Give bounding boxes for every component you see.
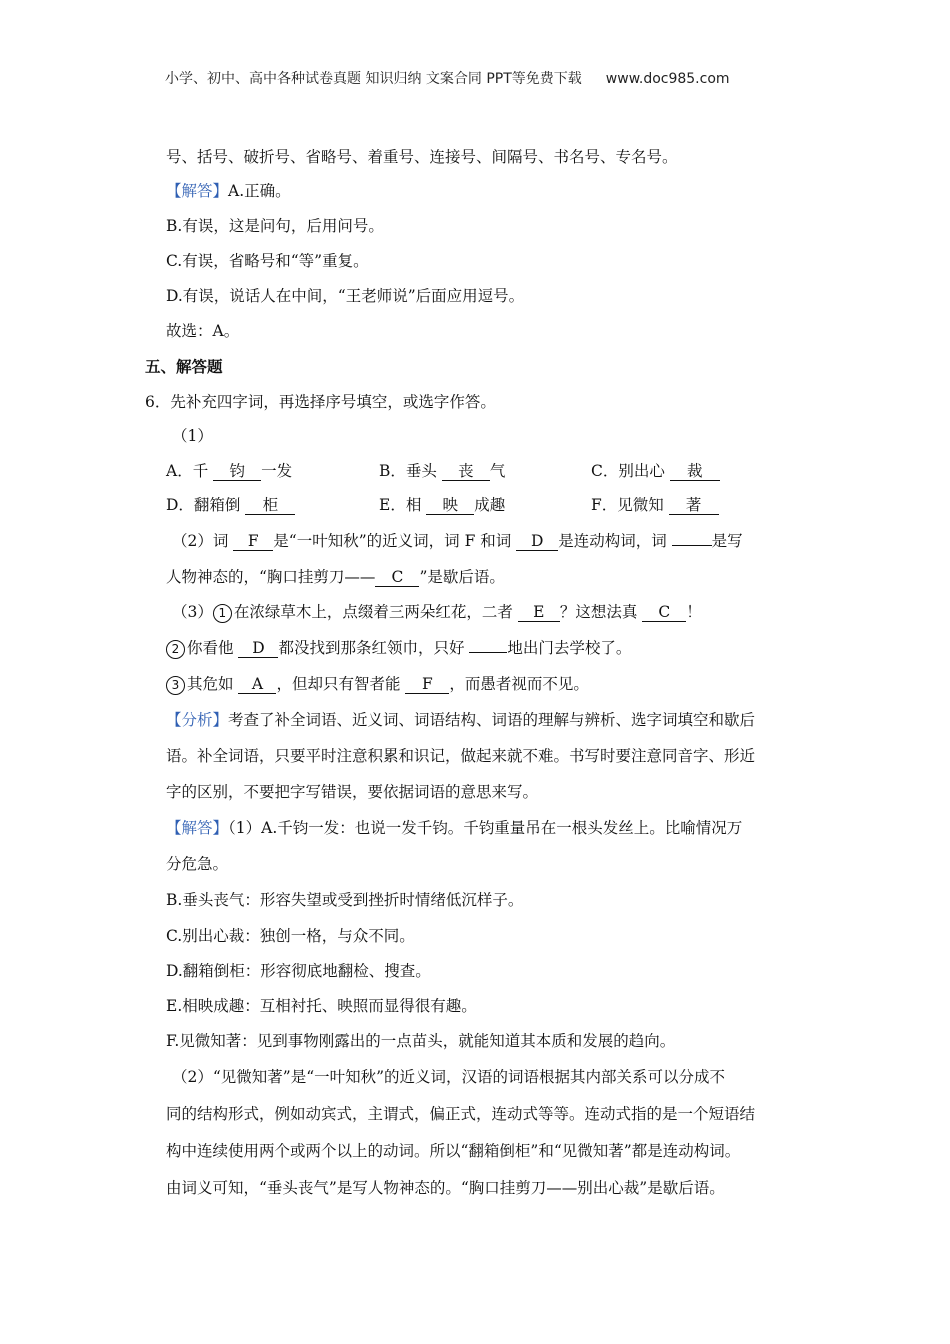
analysis-tag: 【分析】 [166,711,229,729]
section-title: 五、解答题 [145,358,223,376]
option-b: B．垂头 丧 气 [379,462,506,480]
header-url[interactable]: www.doc985.com [605,71,730,87]
blank: 柜 [245,496,295,515]
circled-number: 3 [166,676,185,695]
answer-p2-line4: 由词义可知，“垂头丧气”是写人物神态的。“胸口挂剪刀——别出心裁”是歇后语。 [166,1179,725,1197]
blank: 映 [426,496,474,515]
answer-line1: 【解答】（1）A.千钧一发：也说一发千钧。千钧重量吊在一根头发丝上。比喻情况万 [166,819,743,837]
option-e: E．相 映 成趣 [379,496,506,514]
q6-part3-s1: （3） 1 在浓绿草木上，点缀着三两朵红花，二者 E ？这想法真 C ！ [172,603,702,621]
analysis-line1: 【分析】考查了补全词语、近义词、词语结构、词语的理解与辨析、选字词填空和歇后 [166,711,756,729]
answer-line2: 分危急。 [166,855,229,873]
answer-c: C.别出心裁：独创一格，与众不同。 [166,927,415,945]
analysis-line3: 字的区别，不要把字写错误，要依据词语的意思来写。 [166,783,539,801]
option-d: D．翻箱倒 柜 [166,494,295,516]
prev-d: D.有误，说话人在中间，“王老师说”后面应用逗号。 [166,287,525,305]
answer-b: B.垂头丧气：形容失望或受到挫折时情绪低沉样子。 [166,891,524,909]
blank [469,652,507,653]
blank [672,545,712,546]
option-f: F．见微知 著 [591,494,719,516]
blank: 著 [669,496,719,515]
answer-d: D.翻箱倒柜：形容彻底地翻检、搜查。 [166,962,431,980]
page-header [165,68,730,90]
blank: 钧 [213,462,261,481]
prev-answer: 【解答】A.正确。 [166,182,291,200]
q6-part3-s3: 3 其危如 A ，但却只有智者能 F ，而愚者视而不见。 [166,673,589,695]
prev-choose: 故选：A。 [166,322,240,340]
blank: F [233,532,273,551]
q6-stem: 6．先补充四字词，再选择序号填空，或选字作答。 [145,393,496,411]
answer-p2-line1: （2）“见微知著”是“一叶知秋”的近义词，汉语的词语根据其内部关系可以分成不 [172,1068,726,1086]
circled-number: 2 [166,640,185,659]
blank: C [642,603,686,622]
answer-p2-line3: 构中连续使用两个或两个以上的动词。所以“翻箱倒柜”和“见微知著”都是连动构词。 [166,1142,741,1160]
blank: D [516,532,558,551]
answer-f: F.见微知著：见到事物刚露出的一点苗头，就能知道其本质和发展的趋向。 [166,1032,676,1050]
q6-part1-label: （1） [172,427,213,445]
circled-number: 1 [213,604,232,623]
prev-c: C.有误，省略号和“等”重复。 [166,252,369,270]
blank: 裁 [670,462,720,481]
blank: A [238,675,276,694]
prev-line1: 号、括号、破折号、省略号、着重号、连接号、间隔号、书名号、专名号。 [166,148,678,166]
header-text: 小学、初中、高中各种试卷真题 知识归纳 文案合同 PPT等免费下载 [165,71,582,87]
option-a: A．千 钧 一发 [166,462,293,480]
answer-p2-line2: 同的结构形式，例如动宾式，主谓式，偏正式，连动式等等。连动式指的是一个短语结 [166,1105,756,1123]
analysis-line2: 语。补全词语，只要平时注意积累和识记，做起来就不难。书写时要注意同音字、形近 [166,747,756,765]
blank: 丧 [442,462,490,481]
answer-e: E.相映成趣：互相衬托、映照而显得很有趣。 [166,997,477,1015]
answer-tag: 【解答】 [166,819,229,837]
blank: C [375,568,419,587]
q6-part2-line1: （2）词 F 是“一叶知秋”的近义词，词 F 和词 D 是连动构词，词 是写 [172,532,743,550]
q6-part2-line2: 人物神态的，“胸口挂剪刀—— C ”是歇后语。 [166,568,505,586]
blank: F [405,675,449,694]
q6-part3-s2: 2 你看他 D 都没找到那条红领巾，只好 地出门去学校了。 [166,637,631,659]
answer-tag: 【解答】 [166,182,229,200]
blank: D [238,639,278,658]
blank: E [518,603,560,622]
prev-b: B.有误，这是问句，后用问号。 [166,217,384,235]
option-c: C．别出心 裁 [591,460,720,482]
